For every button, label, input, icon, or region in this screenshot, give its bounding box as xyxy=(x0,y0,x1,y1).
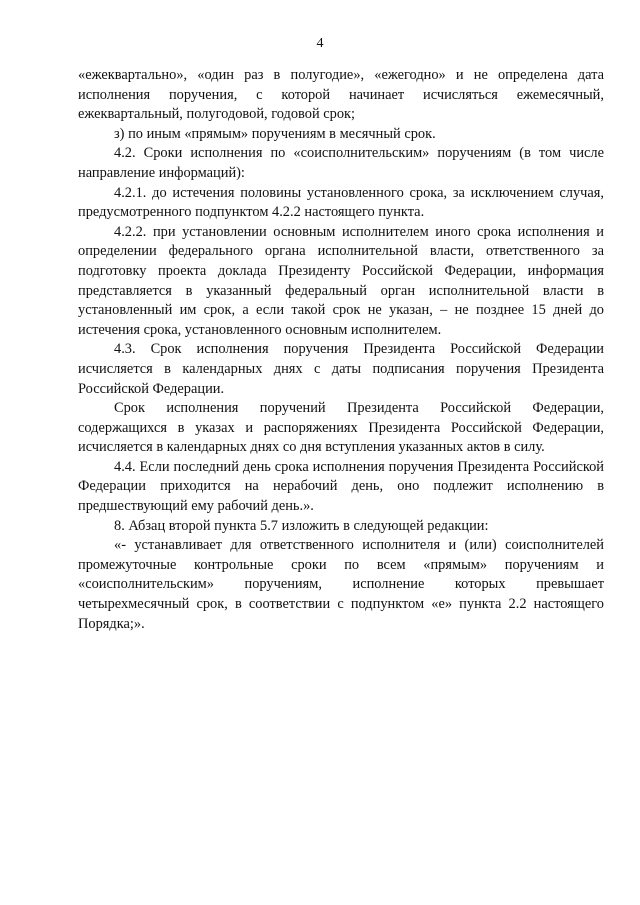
document-body xyxy=(78,66,604,634)
paragraph-4-4: 4.4. Если последний день срока исполнения поручения Президента Российской Федерации приходится на нерабочий день, оно подлежит исполнению в предшествующий ему рабочий день.». xyxy=(78,458,604,515)
paragraph-amendment-text: «- устанавливает для ответственного исполнителя и (или) соисполнителей промежуточные контрольные сроки по всем «прямым» поручениям и «соисполнительским» поручениям, исполнение которых превышает четырехмесячный срок, в соответствии с подпунктом «е» пункта 2.2 настоящего Порядка;». xyxy=(78,537,604,632)
page-number: 4 xyxy=(316,36,324,51)
paragraph-4-2-2: 4.2.2. при установлении основным исполнителем иного срока исполнения и определении федерального органа исполнительной власти, ответственного за подготовку проекта доклада Президенту Российской Федерации, информация представляется в указанный федеральный орган исполнительной власти в установленный им срок, а если такой срок не указан, – не позднее 15 дней до истечения срока, установленного основным исполнителем. xyxy=(78,223,604,338)
paragraph-continuation: «ежеквартально», «один раз в полугодие», «ежегодно» и не определена дата исполнения поручения, с которой начинает исчисляться ежемесячный, ежеквартальный, полугодовой, годовой срок; xyxy=(78,67,604,123)
paragraph-item-z: з) по иным «прямым» поручениям в месячный срок. xyxy=(114,125,436,142)
paragraph-amendment-8: 8. Абзац второй пункта 5.7 изложить в следующей редакции: xyxy=(114,517,489,534)
paragraph-4-3-decrees: Срок исполнения поручений Президента Российской Федерации, содержащихся в указах и распоряжениях Президента Российской Федерации, исчисляется в календарных днях со дня вступления указанных актов в силу. xyxy=(78,400,604,456)
paragraph-4-2-1: 4.2.1. до истечения половины установленного срока, за исключением случая, предусмотренного подпунктом 4.2.2 настоящего пункта. xyxy=(78,184,604,221)
paragraph-4-3: 4.3. Срок исполнения поручения Президента Российской Федерации исчисляется в календарных днях с даты подписания поручения Президента Российской Федерации. xyxy=(78,341,604,397)
paragraph-4-2: 4.2. Сроки исполнения по «соисполнительским» поручениям (в том числе направление информаций): xyxy=(78,145,604,181)
